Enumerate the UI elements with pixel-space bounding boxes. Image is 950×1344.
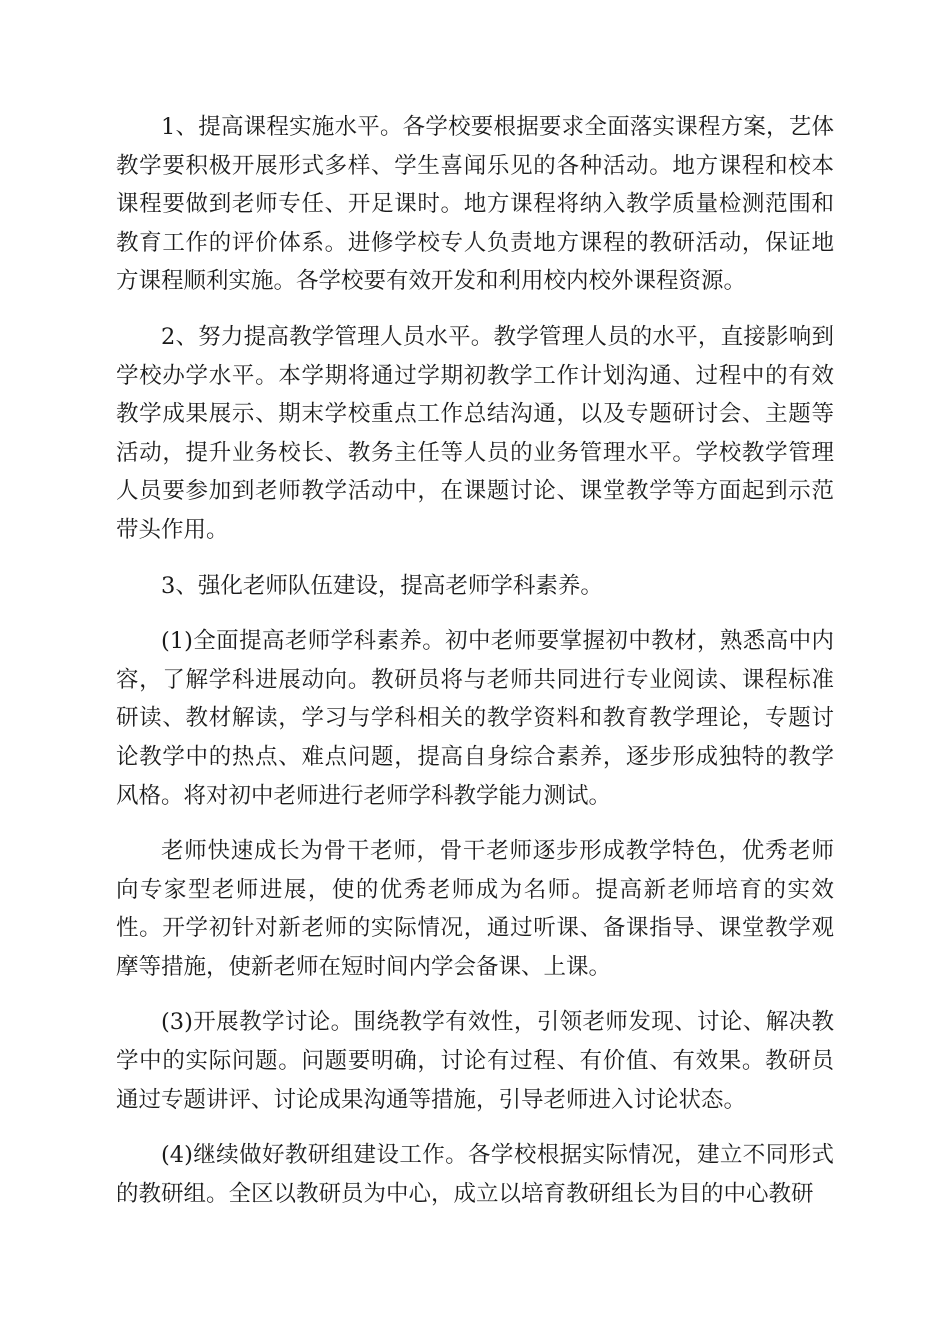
paragraph-course-implementation: 1、提高课程实施水平。各学校要根据要求全面落实课程方案，艺体教学要积极开展形式多样、学生喜闻乐见的各种活动。地方课程和校本课程要做到老师专任、开足课时。地方课程将纳入教学质量检测范围和教育工作的评价体系。进修学校专人负责地方课程的教研活动，保证地方课程顺利实施。各学校要有效开发和利用校内校外课程资源。 <box>116 114 834 295</box>
paragraph-management-staff: 2、努力提高教学管理人员水平。教学管理人员的水平，直接影响到学校办学水平。本学期将通过学期初教学工作计划沟通、过程中的有效教学成果展示、期末学校重点工作总结沟通，以及专题研讨会、主题等活动，提升业务校长、教务主任等人员的业务管理水平。学校教学管理人员要参加到老师教学活动中，在课题讨论、课堂教学等方面起到示范带头作用。 <box>116 323 834 543</box>
paragraph-subject-literacy: (1)全面提高老师学科素养。初中老师要掌握初中教材，熟悉高中内容，了解学科进展动向。教研员将与老师共同进行专业阅读、课程标准研读、教材解读，学习与学科相关的教学资料和教育教学理论，专题讨论教学中的热点、难点问题，提高自身综合素养，逐步形成独特的教学风格。将对初中老师进行老师学科教学能力测试。 <box>116 628 834 809</box>
paragraph-research-group: (4)继续做好教研组建设工作。各学校根据实际情况，建立不同形式的教研组。全区以教研员为中心，成立以培育教研组长为目的中心教研 <box>116 1142 834 1207</box>
paragraph-teaching-discussion: (3)开展教学讨论。围绕教学有效性，引领老师发现、讨论、解决教学中的实际问题。问题要明确，讨论有过程、有价值、有效果。教研员通过专题讲评、讨论成果沟通等措施，引导老师进入讨论状态。 <box>116 1009 834 1113</box>
document-body <box>116 108 834 1230</box>
paragraph-teacher-team: 3、强化老师队伍建设，提高老师学科素养。 <box>161 572 603 599</box>
paragraph-teacher-growth: 老师快速成长为骨干老师，骨干老师逐步形成教学特色，优秀老师向专家型老师进展，使的优秀老师成为名师。提高新老师培育的实效性。开学初针对新老师的实际情况，通过听课、备课指导、课堂教学观摩等措施，使新老师在短时间内学会备课、上课。 <box>116 838 834 980</box>
